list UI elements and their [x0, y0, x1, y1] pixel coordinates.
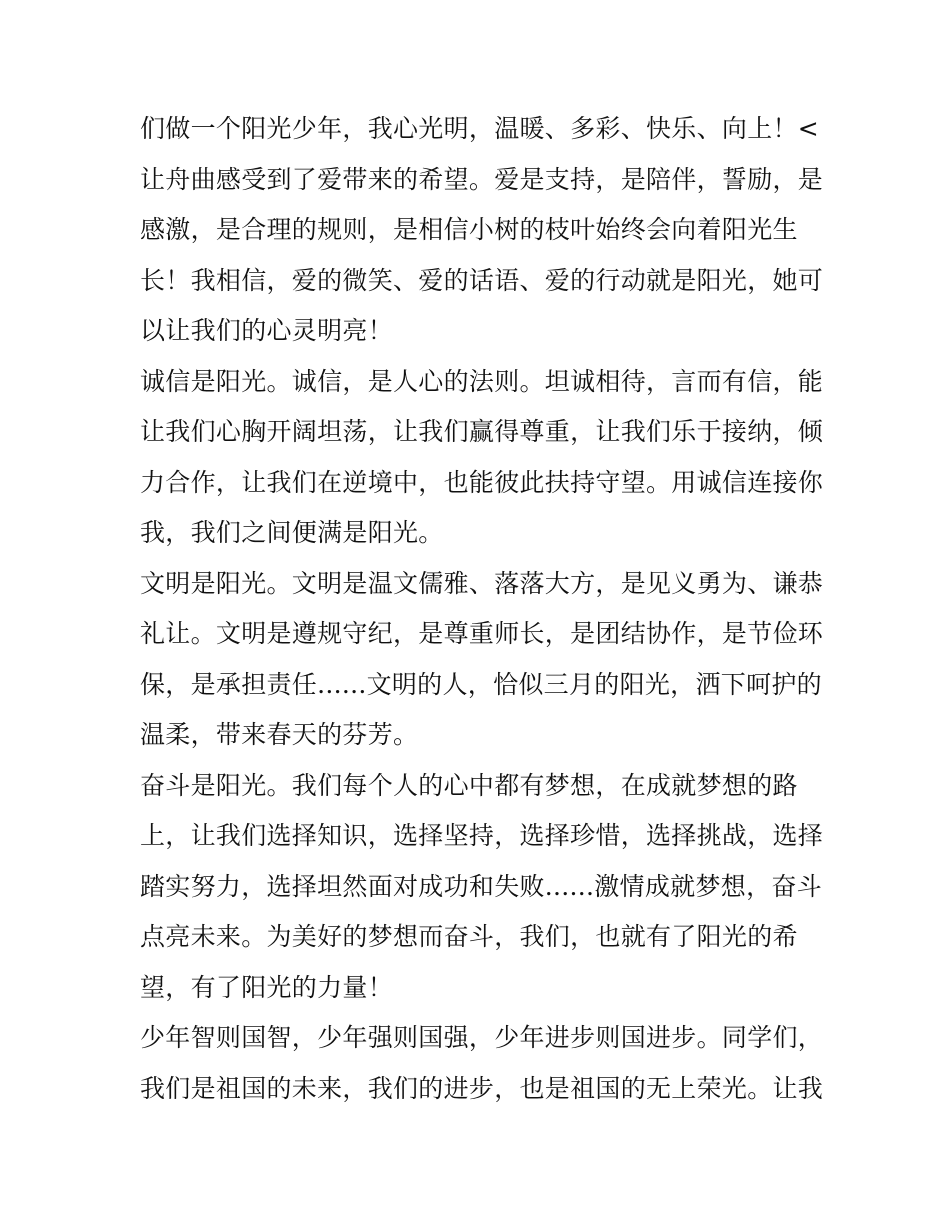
text-line: 诚信是阳光。诚信，是人心的法则。坦诚相待，言而有信，能	[140, 366, 824, 396]
text-line: 力合作，让我们在逆境中，也能彼此扶持守望。用诚信连接你	[140, 467, 824, 497]
text-line: 上，让我们选择知识，选择坚持，选择珍惜，选择挑战，选择	[140, 821, 824, 850]
text-line: 点亮未来。为美好的梦想而奋斗，我们，也就有了阳光的希	[140, 922, 798, 951]
text-line: 望，有了阳光的力量！	[140, 972, 394, 1002]
text-line: 感激，是合理的规则，是相信小树的枝叶始终会向着阳光生	[140, 215, 798, 244]
text-line: 保，是承担责任......文明的人，恰似三月的阳光，洒下呵护的	[140, 669, 822, 699]
text-line: 长！我相信，爱的微笑、爱的话语、爱的行动就是阳光，她可	[140, 265, 824, 295]
text-line: 以让我们的心灵明亮！	[140, 316, 394, 345]
text-line: 少年智则国智，少年强则国强，少年进步则国进步。同学们，	[140, 1023, 824, 1052]
text-line: 我们是祖国的未来，我们的进步，也是祖国的无上荣光。让我	[140, 1073, 824, 1103]
text-line: 们做一个阳光少年，我心光明，温暖、多彩、快乐、向上！<	[140, 114, 820, 143]
text-line: 奋斗是阳光。我们每个人的心中都有梦想，在成就梦想的路	[140, 770, 798, 800]
text-line: 踏实努力，选择坦然面对成功和失败......激情成就梦想，奋斗	[140, 871, 822, 901]
text-line: 温柔，带来春天的芬芳。	[140, 720, 419, 749]
document-body	[140, 104, 824, 1114]
text-line: 让舟曲感受到了爱带来的希望。爱是支持，是陪伴，誓励，是	[140, 164, 824, 194]
text-line: 礼让。文明是遵规守纪，是尊重师长，是团结协作，是节俭环	[140, 619, 824, 648]
text-line: 文明是阳光。文明是温文儒雅、落落大方，是见义勇为、谦恭	[140, 568, 824, 598]
text-line: 我，我们之间便满是阳光。	[140, 518, 444, 547]
text-line: 让我们心胸开阔坦荡，让我们赢得尊重，让我们乐于接纳，倾	[140, 417, 824, 446]
